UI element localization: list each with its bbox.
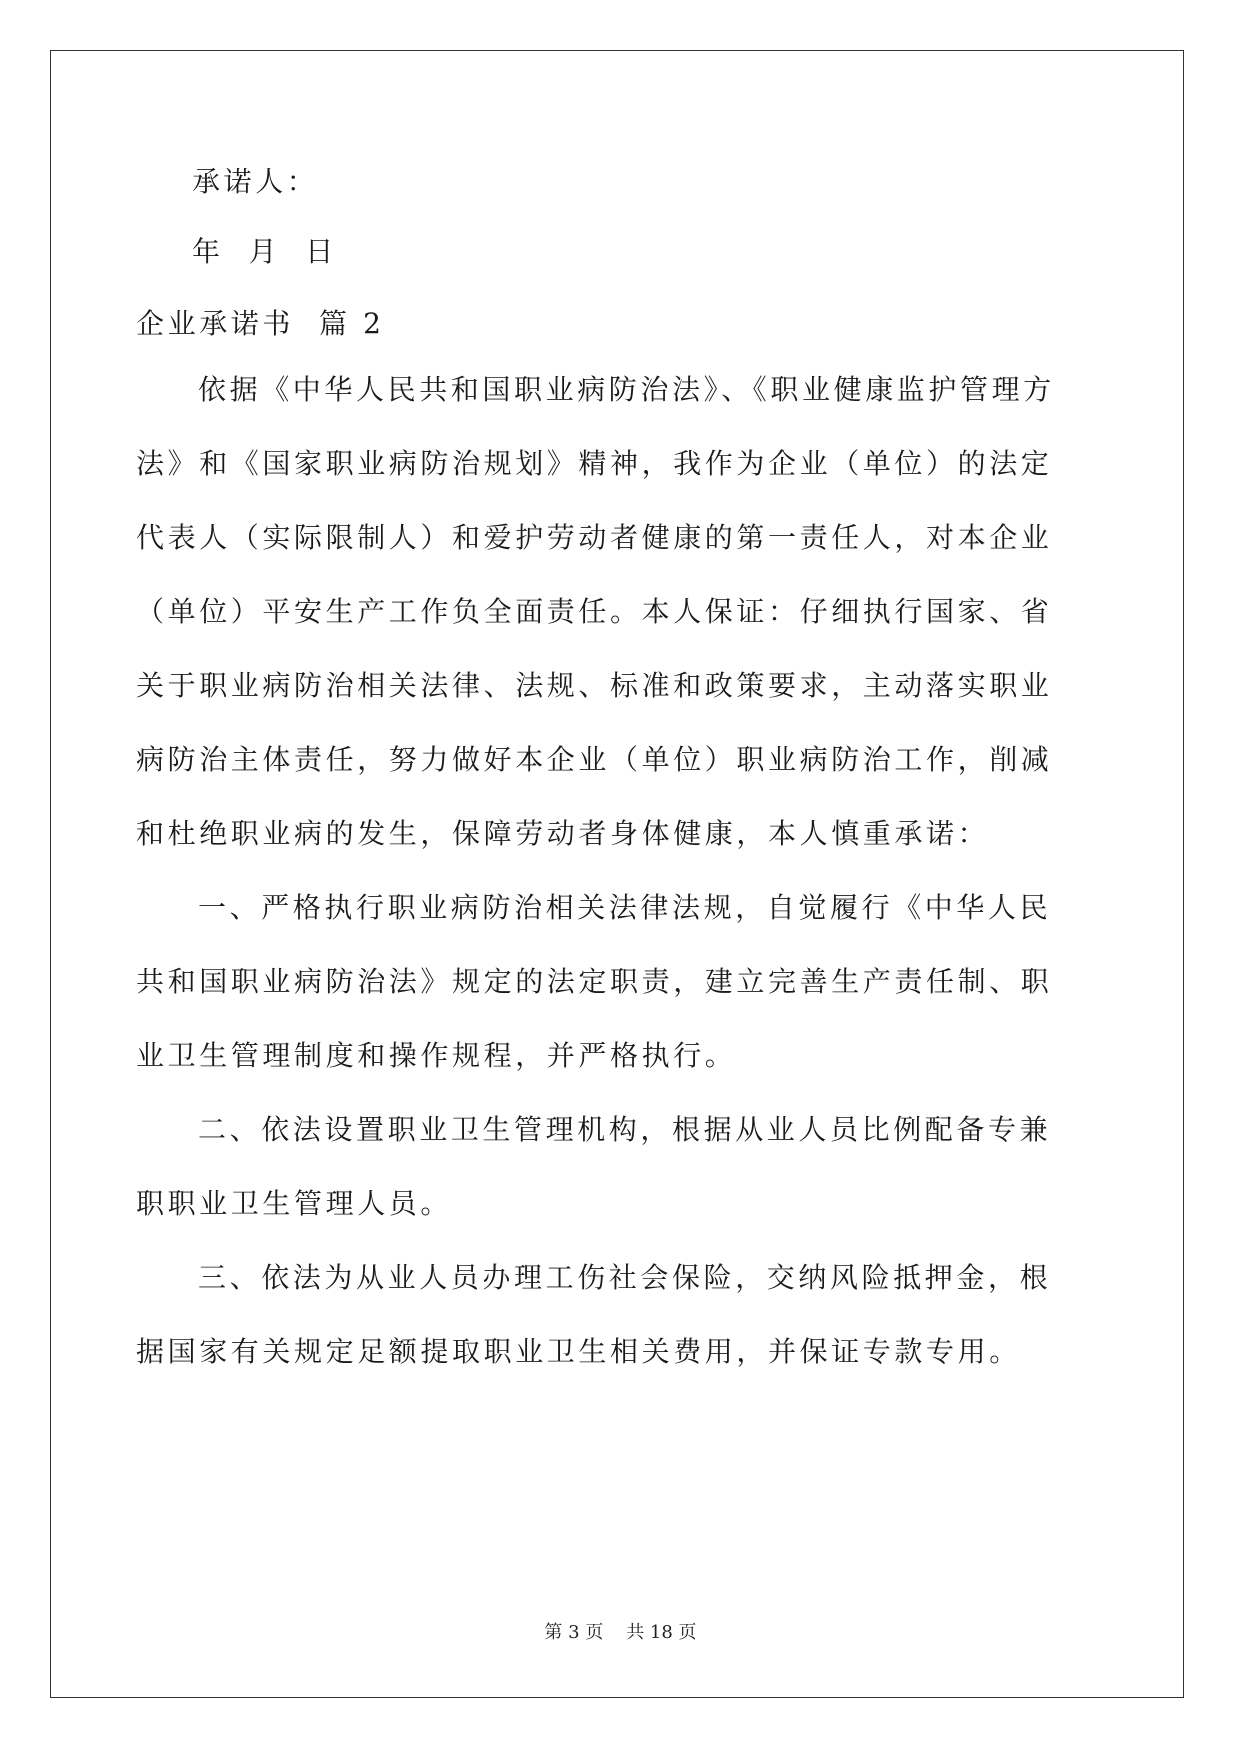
page-number: 第 3 页 共 18 页 (544, 1622, 697, 1643)
signature-label: 承诺人： (192, 165, 319, 198)
paragraph-item-3: 三、依法为从业人员办理工伤社会保险，交纳风险抵押金，根据国家有关规定足额提取职业卫生相关费用，并保证专款专用。 (136, 1261, 1052, 1368)
paragraph-item-1: 一、严格执行职业病防治相关法律法规，自觉履行《中华人民共和国职业病防治法》规定的法定职责，建立完善生产责任制、职业卫生管理制度和操作规程，并严格执行。 (136, 891, 1053, 1072)
page-footer (0, 1618, 1241, 1644)
paragraph-item-2: 二、依法设置职业卫生管理机构，根据从业人员比例配备专兼职职业卫生管理人员。 (136, 1113, 1052, 1220)
paragraph-intro: 依据《中华人民共和国职业病防治法》、《职业健康监护管理方法》和《国家职业病防治规划》精神，我作为企业（单位）的法定代表人（实际限制人）和爱护劳动者健康的第一责任人，对本企业（单位）平安生产工作负全面责任。本人保证：仔细执行国家、省关于职业病防治相关法律、法规、标准和政策要求，主动落实职业病防治主体责任，努力做好本企业（单位）职业病防治工作，削减和杜绝职业病的发生，保障劳动者身体健康，本人慎重承诺： (136, 373, 1055, 850)
section-title: 企业承诺书 篇 2 (136, 307, 385, 340)
signature-date: 年 月 日 (192, 235, 337, 268)
